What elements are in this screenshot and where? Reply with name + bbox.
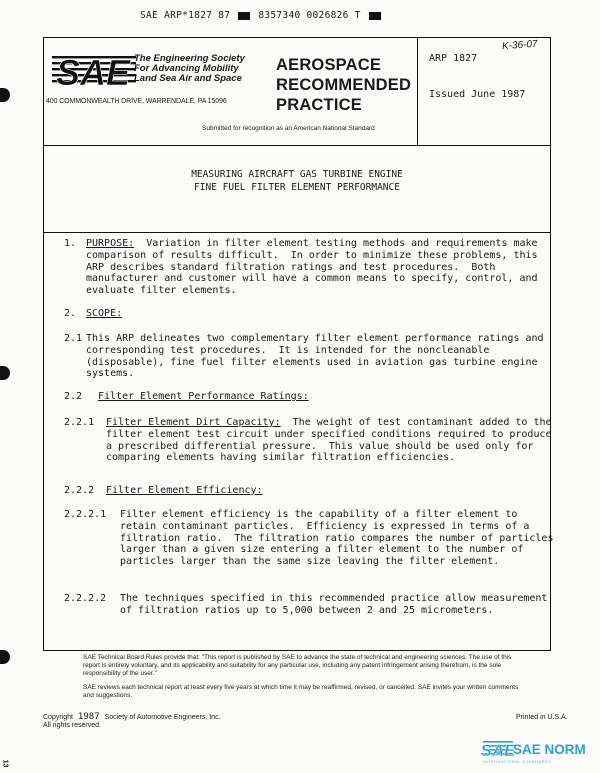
board-rules-note: SAE Technical Board Rules provide that: "This report is published by SAE to advance the state of technical and engineering sciences. The use of this report is entirely voluntary, and its applicability and suitability for any particular use, including any patent infringement arising therefrom, is the sole responsibility of the user." bbox=[83, 654, 512, 677]
review-note: SAE reviews each technical report at least every five years at which time it may be reaffirmed, revised, or cancelled. SAE invites your written comments and suggestions. bbox=[83, 684, 519, 699]
section-heading: Filter Element Performance Ratings: bbox=[98, 391, 309, 402]
section-number: 1. bbox=[64, 238, 77, 249]
section-line: This ARP delineates two complementary filter element performance ratings and bbox=[86, 333, 544, 344]
section-line: comparison of results difficult. In order to minimize these problems, this bbox=[86, 249, 538, 261]
section-heading: SCOPE: bbox=[86, 308, 123, 319]
document-type-line: RECOMMENDED bbox=[276, 76, 412, 94]
copyright-year: 1987 bbox=[77, 712, 100, 722]
section-number: 2.1 bbox=[64, 333, 83, 344]
society-name bbox=[134, 54, 245, 84]
document-type-line: AEROSPACE bbox=[276, 56, 382, 74]
watermark-text: SAE NORM bbox=[513, 742, 586, 757]
footer-notes bbox=[43, 654, 551, 700]
redaction-block bbox=[369, 12, 381, 20]
section-line: corresponding test procedures. It is intended for the noncleanable bbox=[86, 344, 490, 356]
society-line: The Engineering Society bbox=[134, 53, 245, 64]
section-line: retain contaminant particles. Efficiency is expressed in terms of a bbox=[120, 520, 530, 532]
copyright bbox=[43, 713, 221, 730]
document-title bbox=[44, 168, 550, 194]
punch-hole bbox=[0, 366, 10, 380]
section-number: 2.2.1 bbox=[64, 417, 95, 428]
address: 400 COMMONWEALTH DRIVE, WARRENDALE, PA 15096 bbox=[46, 98, 227, 105]
section-line: a prescribed differential pressure. This value should be used only for bbox=[106, 440, 534, 452]
redaction-block bbox=[238, 12, 250, 20]
section-number: 2.2 bbox=[64, 391, 83, 402]
document-id-prefix: SAE ARP*1827 87 bbox=[140, 10, 231, 21]
submitted-note: Submitted for recognition as an American National Standard bbox=[202, 125, 375, 132]
section-number: 2. bbox=[64, 308, 77, 319]
copyright-holder: Society of Automotive Engineers, Inc. bbox=[104, 714, 221, 721]
section-line: comparing elements having similar filtration efficiencies. bbox=[106, 452, 456, 464]
section-heading: PURPOSE: bbox=[86, 238, 135, 249]
punch-hole bbox=[0, 88, 10, 102]
society-line: Land Sea Air and Space bbox=[134, 73, 242, 84]
section-line: filtration ratio. The filtration ratio compares the number of particles bbox=[120, 532, 554, 544]
handwritten-note: K-36-07 bbox=[501, 38, 538, 53]
watermark bbox=[480, 738, 595, 766]
logo-lettering: SAE bbox=[55, 52, 131, 93]
section-line: larger than a given size entering a filter element to the number of bbox=[120, 544, 524, 556]
punch-hole bbox=[0, 650, 10, 664]
section-number: 2.2.2 bbox=[64, 485, 95, 496]
section-line: The techniques specified in this recommended practice allow measurement bbox=[120, 593, 548, 604]
title-box bbox=[44, 145, 550, 233]
watermark-subtext: INTERNATIONAL STANDARDS bbox=[483, 759, 552, 764]
section-heading: Filter Element Efficiency: bbox=[106, 485, 263, 496]
section-line: particles larger than the same size leaving the filter element. bbox=[120, 556, 500, 568]
section-line: of filtration ratios up to 5,000 between 2 and 25 micrometers. bbox=[120, 604, 494, 616]
arp-number: ARP 1827 bbox=[429, 53, 478, 64]
page-mark: 13 bbox=[1, 759, 9, 768]
section-line: manufacturer and customer will have a common means to specify, control, and bbox=[86, 273, 538, 285]
section-number: 2.2.2.2 bbox=[64, 593, 107, 604]
society-line: For Advancing Mobility bbox=[134, 63, 239, 74]
document-id-code: 8357340 0026826 T bbox=[258, 10, 361, 21]
section-line: evaluate filter elements. bbox=[86, 285, 237, 297]
section-text: Variation in filter element testing methods and requirements make bbox=[134, 238, 538, 249]
section-heading: Filter Element Dirt Capacity: bbox=[106, 417, 281, 428]
printed-in: Printed in U.S.A. bbox=[516, 714, 568, 721]
section-line bbox=[106, 417, 552, 429]
copyright-label: Copyright bbox=[43, 714, 73, 721]
section-number: 2.2.2.1 bbox=[64, 509, 107, 520]
section-line: (disposable), fine fuel filter elements used in aviation gas turbine engine bbox=[86, 356, 538, 368]
header-right bbox=[417, 38, 551, 146]
sae-logo-icon bbox=[52, 52, 136, 93]
sae-norm-logo-icon bbox=[480, 738, 516, 760]
section-line bbox=[86, 238, 538, 250]
section-text: The weight of test contaminant added to the bbox=[280, 417, 552, 428]
watermark-logo-lettering: SAE bbox=[480, 741, 516, 760]
header-left bbox=[44, 38, 418, 146]
issue-date: Issued June 1987 bbox=[429, 89, 526, 100]
title-line: MEASURING AIRCRAFT GAS TURBINE ENGINE bbox=[191, 169, 403, 180]
title-line: FINE FUEL FILTER ELEMENT PERFORMANCE bbox=[194, 182, 400, 193]
section-line: systems. bbox=[86, 368, 135, 380]
document-id-line bbox=[140, 10, 383, 21]
section-line: filter element test circuit under specified conditions required to produce bbox=[106, 428, 552, 440]
document-type-line: PRACTICE bbox=[276, 96, 362, 114]
section-line: Filter element efficiency is the capability of a filter element to bbox=[120, 509, 518, 520]
document-frame bbox=[43, 37, 554, 651]
rights-reserved: All rights reserved. bbox=[43, 722, 101, 729]
document-type bbox=[276, 55, 411, 115]
section-line: ARP describes standard filtration ratings and test procedures. Both bbox=[86, 261, 496, 273]
